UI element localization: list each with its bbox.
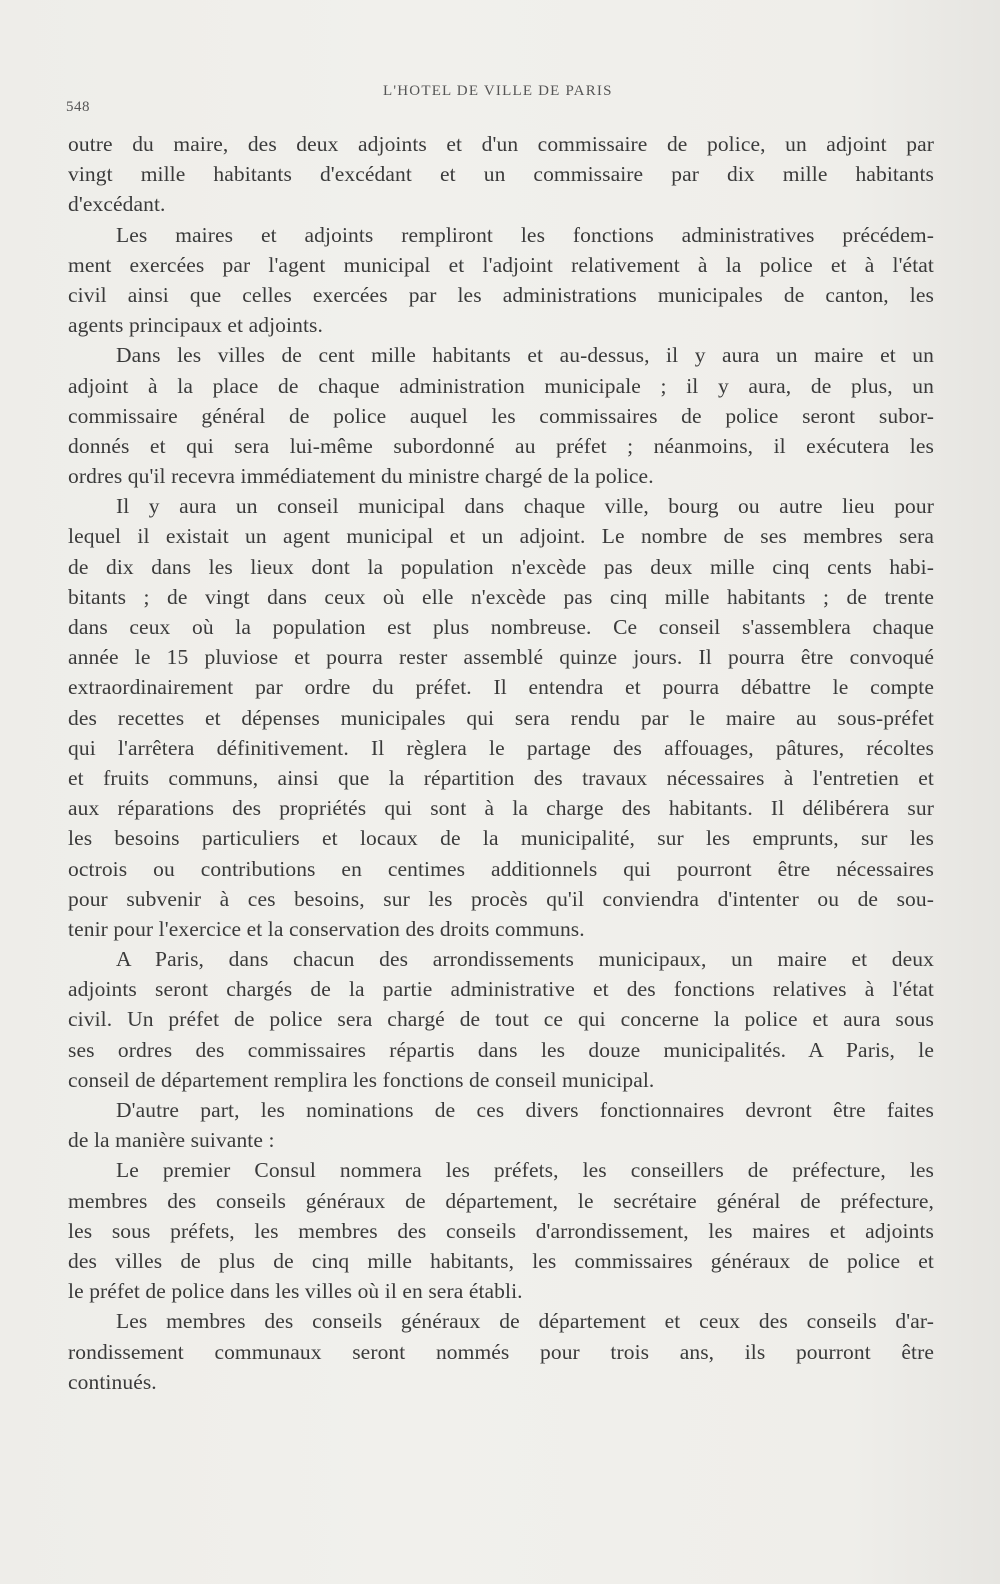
text-line: rondissement communaux seront nommés pour trois ans, ils pourront être <box>68 1339 934 1364</box>
text-line: de dix dans les lieux dont la population n'excède pas deux mille cinq cents habi- <box>68 554 934 579</box>
text-line: Il y aura un conseil municipal dans chaque ville, bourg ou autre lieu pour <box>116 494 934 519</box>
text-line: conseil de département remplira les fonctions de conseil municipal. <box>68 1067 655 1092</box>
page-number: 548 <box>66 99 90 115</box>
text-line: Dans les villes de cent mille habitants et au-dessus, il y aura un maire et un <box>116 343 934 368</box>
text-line: A Paris, dans chacun des arrondissements municipaux, un maire et deux <box>116 947 934 972</box>
text-line: lequel il existait un agent municipal et un adjoint. Le nombre de ses membres sera <box>68 524 934 549</box>
text-line: extraordinairement par ordre du préfet. Il entendra et pourra débattre le compte <box>68 675 934 700</box>
text-line: agents principaux et adjoints. <box>68 313 323 338</box>
text-line: pour subvenir à ces besoins, sur les procès qu'il conviendra d'intenter ou de sou- <box>68 886 934 911</box>
text-line: dans ceux où la population est plus nombreuse. Ce conseil s'assemblera chaque <box>68 615 934 639</box>
text-line: continués. <box>68 1369 157 1394</box>
text-line: ses ordres des commissaires répartis dans les douze municipalités. A Paris, le <box>68 1037 934 1062</box>
text-line: octrois ou contributions en centimes additionnels qui pourront être nécessaires <box>68 856 934 881</box>
text-line: des villes de plus de cinq mille habitants, les commissaires généraux de police et <box>68 1248 934 1273</box>
text-line: civil ainsi que celles exercées par les administrations municipales de canton, les <box>68 282 934 307</box>
text-line: aux réparations des propriétés qui sont à la charge des habitants. Il délibérera sur <box>68 796 934 821</box>
text-line: Le premier Consul nommera les préfets, les conseillers de préfecture, les <box>116 1158 934 1183</box>
text-line: de la manière suivante : <box>68 1128 275 1153</box>
text-line: Les membres des conseils généraux de département et ceux des conseils d'ar- <box>116 1309 934 1334</box>
text-line: tenir pour l'exercice et la conservation des droits communs. <box>68 916 585 941</box>
text-line: des recettes et dépenses municipales qui sera rendu par le maire au sous-préfet <box>68 705 934 730</box>
text-line: adjoints seront chargés de la partie administrative et des fonctions relatives à l'état <box>68 977 934 1002</box>
text-line: les besoins particuliers et locaux de la municipalité, sur les emprunts, sur les <box>68 826 934 851</box>
text-line: membres des conseils généraux de département, le secrétaire général de préfecture, <box>68 1188 934 1213</box>
text-line: donnés et qui sera lui-même subordonné au préfet ; néanmoins, il exécutera les <box>68 433 934 458</box>
text-line: adjoint à la place de chaque administration municipale ; il y aura, de plus, un <box>68 373 934 398</box>
running-head: L'HOTEL DE VILLE DE PARIS <box>383 83 613 99</box>
text-line: année le 15 pluviose et pourra rester assemblé quinze jours. Il pourra être convoqué <box>68 645 934 670</box>
text-line: vingt mille habitants d'excédant et un commissaire par dix mille habitants <box>68 162 934 187</box>
text-line: Les maires et adjoints rempliront les fonctions administratives précédem- <box>116 222 934 247</box>
text-line: civil. Un préfet de police sera chargé de tout ce qui concerne la police et aura sous <box>68 1007 934 1032</box>
text-line: ment exercées par l'agent municipal et l'adjoint relativement à la police et à l'état <box>68 252 934 277</box>
text-line: D'autre part, les nominations de ces divers fonctionnaires devront être faites <box>116 1098 934 1122</box>
text-line: ordres qu'il recevra immédiatement du ministre chargé de la police. <box>68 464 654 489</box>
text-line: outre du maire, des deux adjoints et d'un commissaire de police, un adjoint par <box>68 132 934 156</box>
text-line: qui l'arrêtera définitivement. Il règlera le partage des affouages, pâtures, récoltes <box>68 735 934 760</box>
text-line: bitants ; de vingt dans ceux où elle n'excède pas cinq mille habitants ; de trente <box>68 584 934 609</box>
text-line: et fruits communs, ainsi que la répartition des travaux nécessaires à l'entretien et <box>68 765 934 790</box>
text-line: les sous préfets, les membres des conseils d'arrondissement, les maires et adjoints <box>68 1218 934 1243</box>
body-text <box>68 129 934 1397</box>
text-line: le préfet de police dans les villes où il en sera établi. <box>68 1279 523 1304</box>
text-line: d'excédant. <box>68 192 166 217</box>
text-line: commissaire général de police auquel les commissaires de police seront subor- <box>68 403 934 428</box>
